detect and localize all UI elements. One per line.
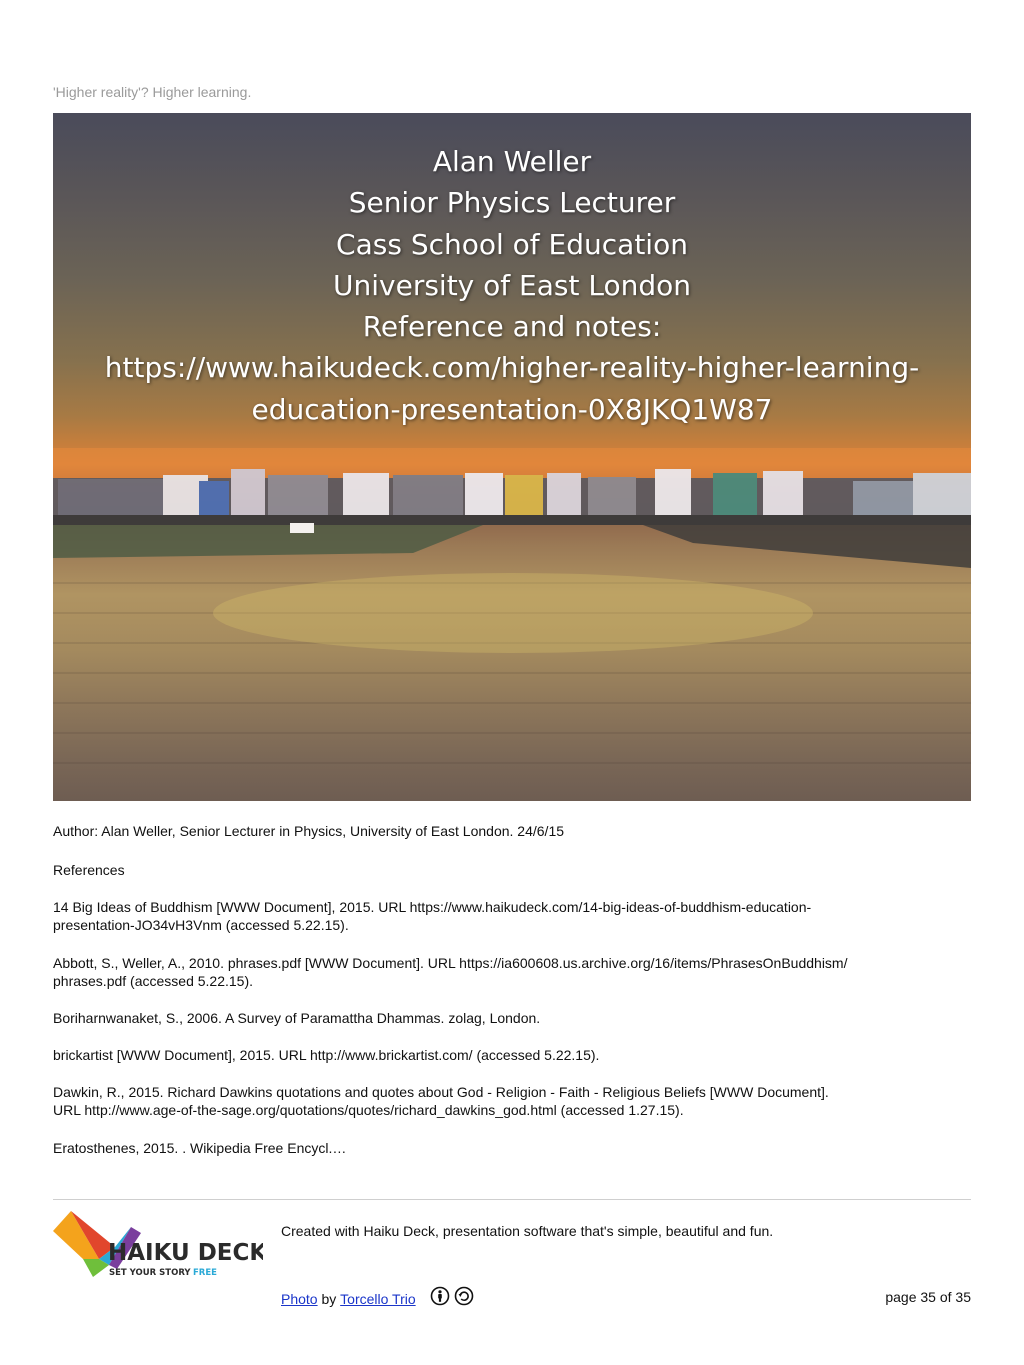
slide-line: https://www.haikudeck.com/higher-reality-higher-learning- xyxy=(104,351,920,385)
haiku-deck-logo xyxy=(53,1207,263,1288)
slide-image xyxy=(53,113,971,801)
page-number: page 35 of 35 xyxy=(885,1289,971,1305)
footer-divider xyxy=(53,1199,971,1200)
document-title: 'Higher reality'? Higher learning. xyxy=(53,84,252,100)
reference-item: Boriharnwanaket, S., 2006. A Survey of Paramattha Dhammas. zolag, London. xyxy=(53,1010,541,1026)
svg-text:HAIKU DECK: HAIKU DECK xyxy=(108,1240,263,1266)
reference-item: 14 Big Ideas of Buddhism [WWW Document], 2015. URL https://www.haikudeck.com/14-big-ideas-of-buddhism-education- presentation-JO34vH3Vnm (accessed 5.22.15). xyxy=(53,899,812,933)
photographer-link[interactable]: Torcello Trio xyxy=(340,1291,416,1307)
slide-line: Alan Weller xyxy=(432,145,592,178)
by-text: by xyxy=(317,1291,341,1307)
reference-item: Eratosthenes, 2015. . Wikipedia Free Encycl.… xyxy=(53,1140,347,1156)
cc-sa-icon xyxy=(454,1286,474,1306)
slide-line: Reference and notes: xyxy=(362,310,662,344)
references-heading: References xyxy=(53,862,125,878)
license-icons xyxy=(430,1286,474,1306)
slide-line: Cass School of Education xyxy=(336,227,688,261)
cc-by-icon xyxy=(430,1286,450,1306)
reference-item: Abbott, S., Weller, A., 2010. phrases.pdf [WWW Document]. URL https://ia600608.us.archive.org/16/items/PhrasesOnBuddhism/ phrases.pdf (accessed 5.22.15). xyxy=(53,955,848,989)
svg-text:SET YOUR STORY: SET YOUR STORY xyxy=(109,1268,191,1278)
reference-item: brickartist [WWW Document], 2015. URL http://www.brickartist.com/ (accessed 5.22.15). xyxy=(53,1047,600,1063)
photo-credit xyxy=(281,1289,474,1309)
created-with-text: Created with Haiku Deck, presentation software that's simple, beautiful and fun. xyxy=(281,1223,774,1239)
author-line: Author: Alan Weller, Senior Lecturer in Physics, University of East London. 24/6/15 xyxy=(53,823,565,839)
slide-line: Senior Physics Lecturer xyxy=(348,186,676,220)
slide-caption xyxy=(53,141,971,430)
reference-item: Dawkin, R., 2015. Richard Dawkins quotations and quotes about God - Religion - Faith - Religious Beliefs [WWW Document]. URL http://www.age-of-the-sage.org/quotations/quotes/richard_dawkins_god.html (accessed 1.27.15). xyxy=(53,1084,829,1118)
slide-line: education-presentation-0X8JKQ1W87 xyxy=(251,392,773,426)
photo-link[interactable]: Photo xyxy=(281,1291,318,1307)
slide-line: University of East London xyxy=(333,268,691,302)
svg-text:FREE: FREE xyxy=(193,1268,217,1278)
